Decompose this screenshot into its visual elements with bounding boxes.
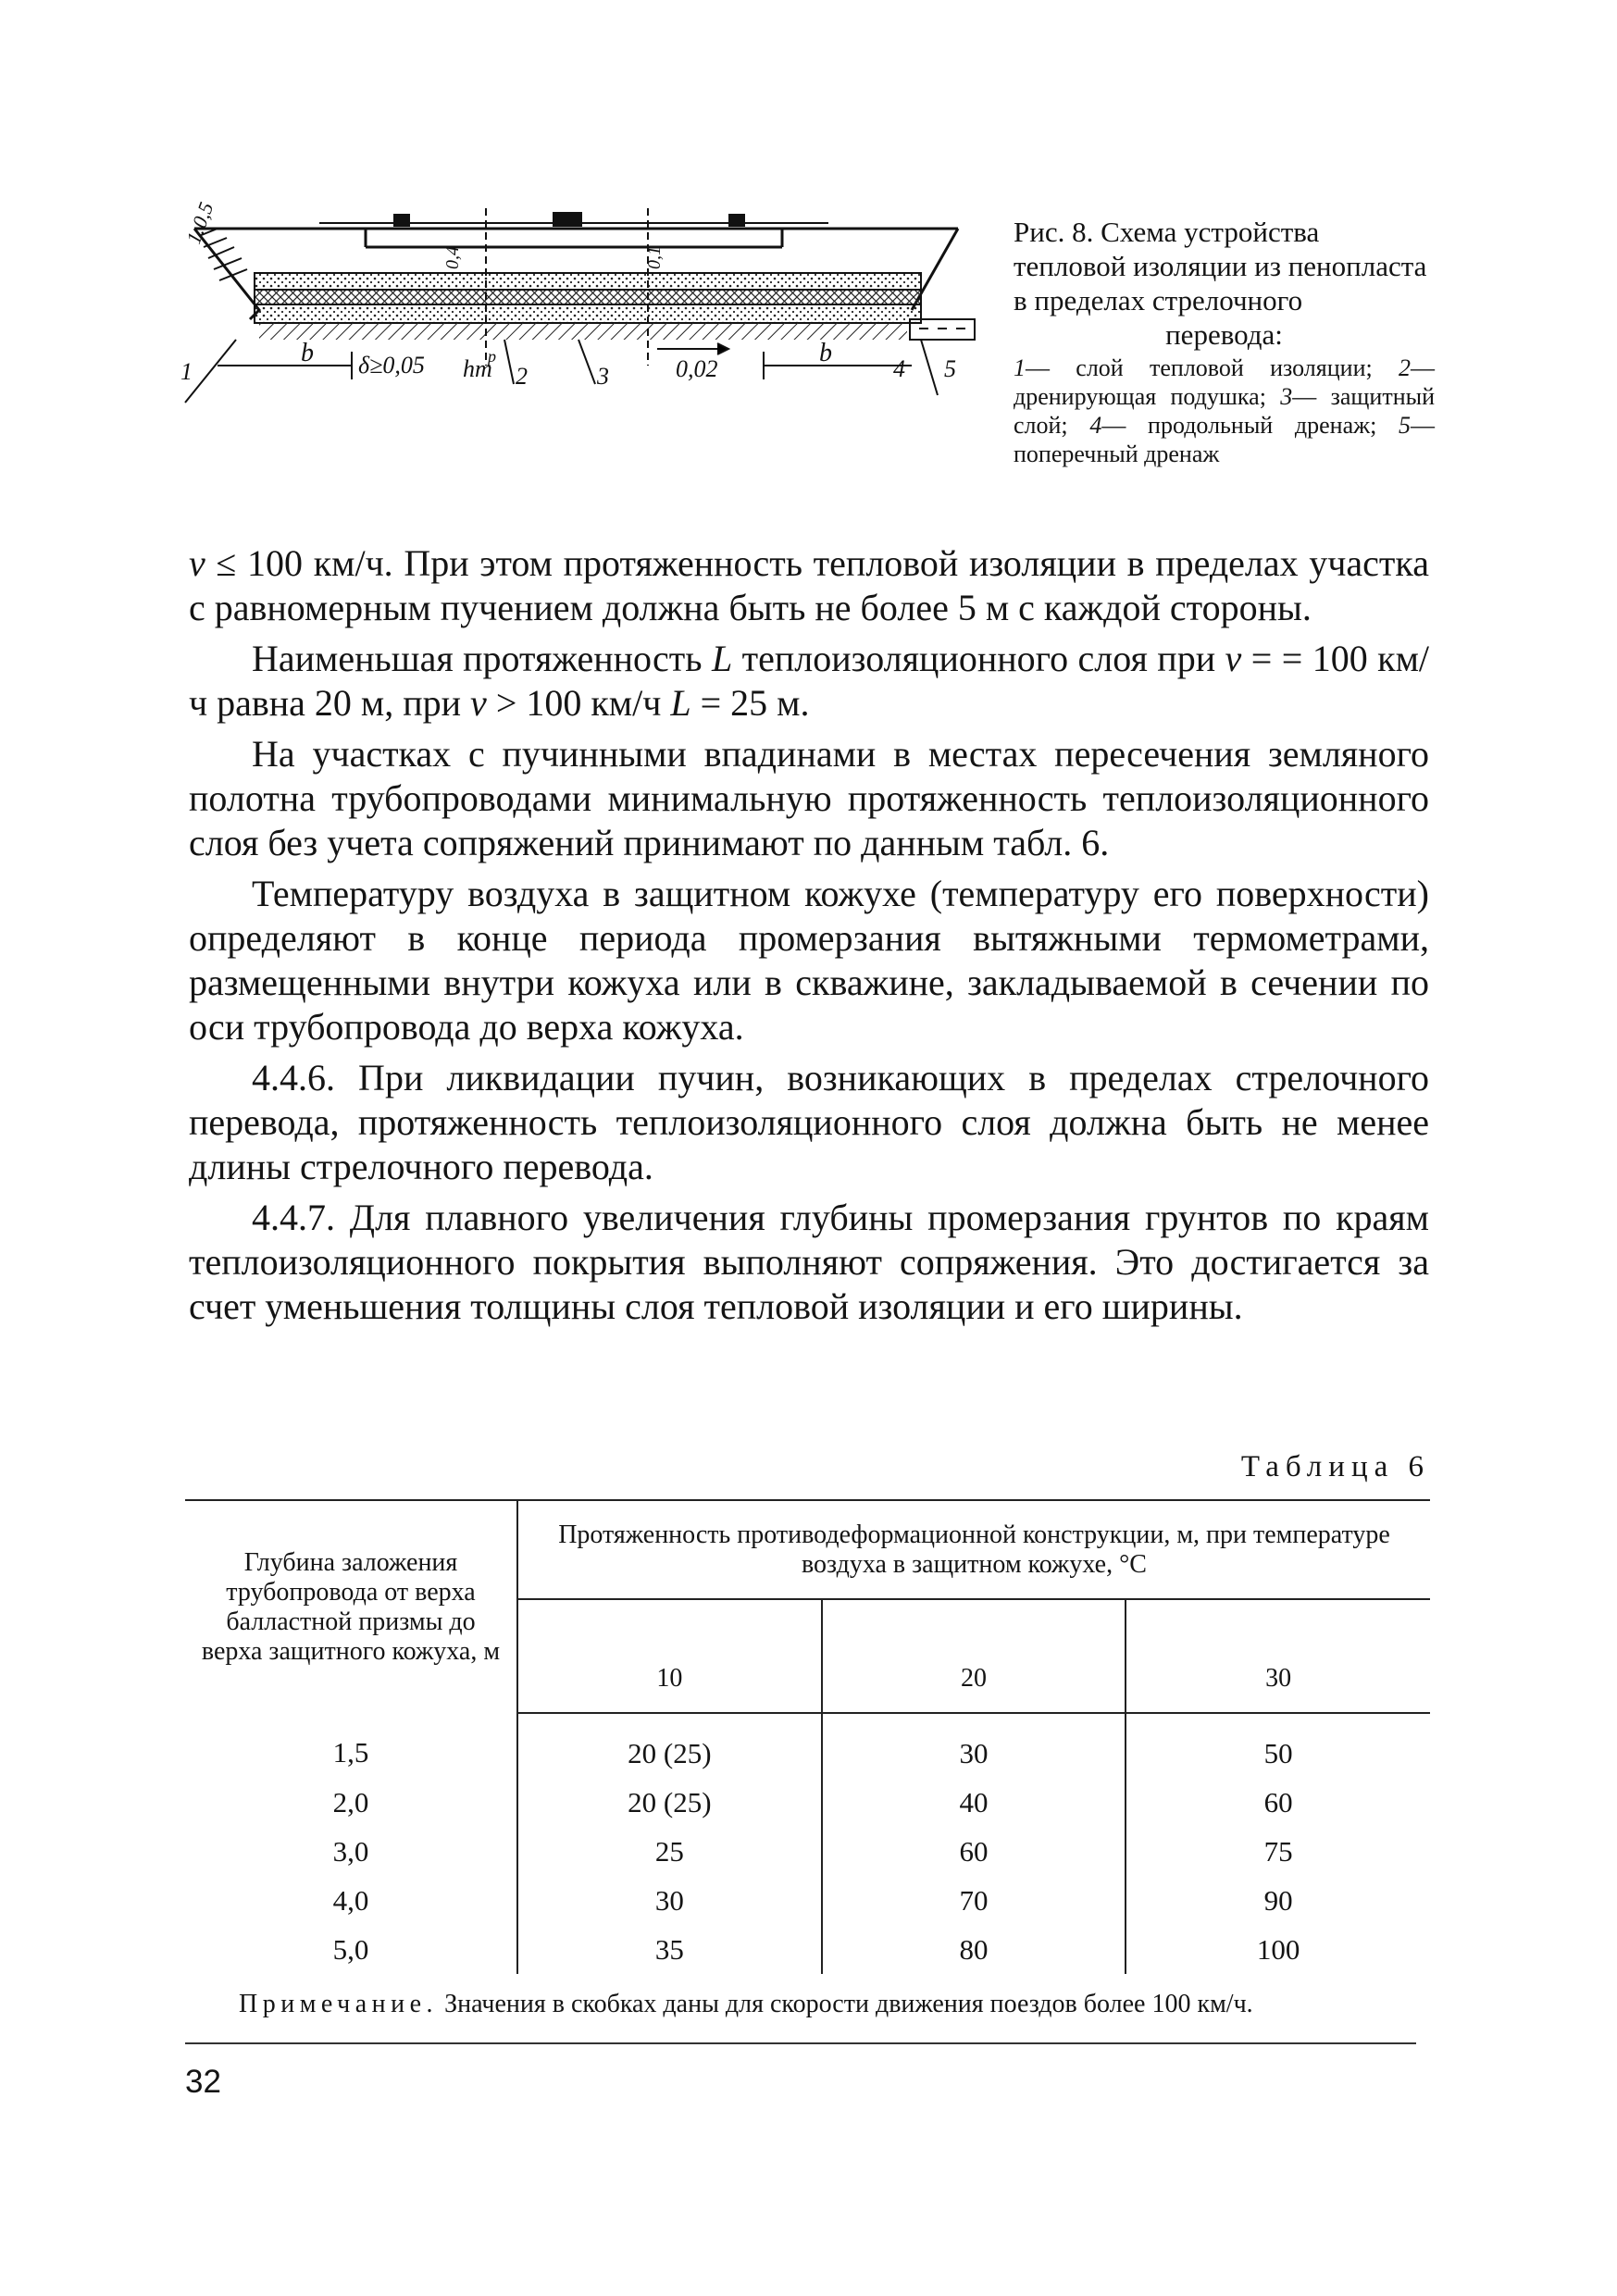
label-depth-04: 0,4 xyxy=(442,246,463,269)
legend-num: 2 xyxy=(1399,354,1411,381)
table-cell: 75 xyxy=(1263,1834,1293,1868)
header-group: Протяженность противодеформационной конструкции, м, при температуре воздуха в защитном кожухе, °С xyxy=(517,1500,1430,1599)
bottom-rule xyxy=(185,2042,1416,2044)
table-cell: 90 xyxy=(1263,1883,1293,1917)
paragraph-1 xyxy=(189,541,1429,630)
paragraph-1-text: ≤ 100 км/ч. При этом протяженность тепловой изоляции в пределах участка с равномерным пучением должна быть не более 5 м с каждой стороны. xyxy=(189,542,1429,628)
legend-num: 1 xyxy=(1014,354,1026,381)
table-cell: 40 xyxy=(822,1778,1126,1827)
label-width-b-left: b xyxy=(301,339,314,367)
protective-layer xyxy=(255,273,921,290)
header-depth: Глубина заложения трубопровода от верха балластной призмы до верха защитного кожуха, м xyxy=(185,1500,517,1713)
table-cell: 60 xyxy=(822,1827,1126,1876)
table-cell: 50 xyxy=(1263,1736,1293,1769)
legend-text: — поперечный дренаж xyxy=(1014,412,1435,467)
paragraph-2-text-b: теплоизоляционного слоя при xyxy=(732,638,1225,679)
legend-num: 4 xyxy=(1089,412,1102,439)
label-slope: 1:0,5 xyxy=(181,199,218,247)
var-L: L xyxy=(670,682,691,724)
table-cell: 25 xyxy=(517,1827,822,1876)
label-h-t-sup: р xyxy=(488,347,496,366)
legend-text: — защитный слой; xyxy=(1014,383,1435,439)
figure-caption xyxy=(1014,215,1435,468)
var-v: v xyxy=(470,682,487,724)
paragraph-2-text-c: = = 100 км/ч равна 20 м, при xyxy=(189,638,1429,724)
table-cell: 35 xyxy=(517,1925,822,1974)
table-cell: 70 xyxy=(822,1876,1126,1925)
drainage-cushion xyxy=(255,304,921,323)
var-L: L xyxy=(711,638,733,679)
label-depth-01: 0,1 xyxy=(644,246,665,269)
legend-text: — дренирующая подушка; xyxy=(1014,354,1435,410)
table-cell: 3,0 xyxy=(185,1827,517,1876)
label-n2: 2 xyxy=(516,363,528,390)
paragraph-2-text-e: = 25 м. xyxy=(690,682,810,724)
caption-legend xyxy=(1014,354,1435,468)
paragraph-4: Температуру воздуха в защитном кожухе (температуру его поверхности) определяют в конце периода промерзания вытяжными термометрами, размещенными внутри кожуха или в скважине, закладываемой в сечении по оси трубопровода до верха кожуха. xyxy=(189,873,1429,1048)
table-cell: 80 xyxy=(822,1925,1126,1974)
table-cell: 20 (25) xyxy=(517,1778,822,1827)
label-n4: 4 xyxy=(893,355,905,382)
paragraph-3: На участках с пучинными впадинами в местах пересечения земляного полотна трубопроводами минимальную протяженность теплоизоляционного слоя без учета сопряжений принимают по данным табл. 6. xyxy=(189,733,1429,863)
paragraph-6: 4.4.7. Для плавного увеличения глубины промерзания грунтов по краям теплоизоляционного покрытия выполняют сопряжения. Это достигается за счет уменьшения толщины слоя тепловой изоляции и его ширины. xyxy=(189,1197,1429,1327)
table-cell: 4,0 xyxy=(185,1876,517,1925)
note-text: Значения в скобках даны для скорости движения поездов более 100 км/ч. xyxy=(438,1990,1253,2018)
table-row xyxy=(185,1876,1430,1925)
var-v: v xyxy=(1225,638,1242,679)
table-row xyxy=(185,1925,1430,1974)
note-label: Примечание. xyxy=(239,1990,439,2018)
label-delta: δ≥0,05 xyxy=(358,352,425,379)
header-temp: 20 xyxy=(822,1599,1126,1713)
legend-text: — продольный дренаж; xyxy=(1101,412,1399,439)
body-text xyxy=(189,541,1429,1335)
table-row xyxy=(185,1827,1430,1876)
paragraph-2-text-d: > 100 км/ч xyxy=(486,682,671,724)
label-slope-002: 0,02 xyxy=(676,355,718,382)
table-cell: 100 xyxy=(1256,1932,1300,1966)
table-row xyxy=(185,1713,1430,1778)
table-label: Таблица 6 xyxy=(1240,1450,1430,1483)
caption-title xyxy=(1014,215,1435,352)
insulation-layer xyxy=(255,290,921,304)
rail-markers xyxy=(319,212,828,227)
table-cell: 5,0 xyxy=(185,1925,517,1974)
figure-drawing xyxy=(180,180,976,412)
paragraph-2 xyxy=(189,637,1429,726)
table-note xyxy=(239,1990,1253,2019)
caption-title-last: перевода: xyxy=(1165,318,1283,351)
label-n1: 1 xyxy=(180,358,193,385)
caption-title-main: Рис. 8. Схема устройства тепловой изоляции из пенопласта в пределах стрелочного xyxy=(1014,216,1427,316)
label-h-t: hт xyxy=(463,355,492,382)
legend-num: 3 xyxy=(1280,383,1293,410)
table-cell: 1,5 xyxy=(185,1713,517,1778)
var-v: v xyxy=(189,542,205,584)
label-n5: 5 xyxy=(944,355,956,382)
header-temp: 30 xyxy=(1126,1599,1430,1713)
label-n3: 3 xyxy=(597,363,609,390)
paragraph-5: 4.4.6. При ликвидации пучин, возникающих в пределах стрелочного перевода, протяженность теплоизоляционного слоя должна быть не менее длины стрелочного перевода. xyxy=(189,1057,1429,1187)
label-width-b-right: b xyxy=(819,339,832,367)
table-cell: 2,0 xyxy=(185,1778,517,1827)
page-number: 32 xyxy=(185,2064,221,2100)
legend-num: 5 xyxy=(1399,412,1411,439)
table-cell: 30 xyxy=(517,1876,822,1925)
subgrade-hatch xyxy=(259,323,907,340)
table-cell: 60 xyxy=(1263,1785,1293,1818)
header-temp: 10 xyxy=(517,1599,822,1713)
paragraph-2-text-a: Наименьшая протяженность xyxy=(252,638,712,679)
table-cell: 20 (25) xyxy=(517,1713,822,1778)
data-table xyxy=(185,1499,1430,1974)
table-row xyxy=(185,1778,1430,1827)
legend-text: — слой тепловой изоляции; xyxy=(1026,354,1399,381)
table-cell: 30 xyxy=(822,1713,1126,1778)
